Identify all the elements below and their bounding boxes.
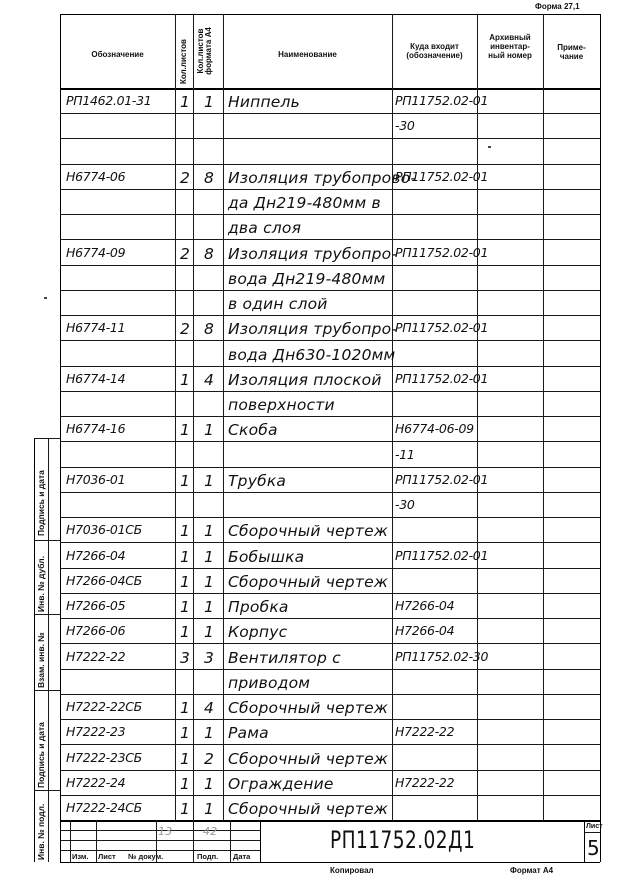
cell-a4: 1	[203, 471, 215, 490]
cell-a4: 1	[203, 623, 215, 642]
cell-a4: 1	[203, 598, 215, 617]
cell-name: Изоляция плоской	[228, 370, 382, 389]
table-row	[60, 138, 600, 163]
cell-a4: 1	[203, 421, 215, 440]
col-sign: Подп.	[197, 852, 219, 861]
cell-name: Сборочный чертеж	[228, 749, 388, 768]
cell-where: Н7266-04	[395, 623, 455, 639]
faint-number-a: 13	[158, 825, 173, 838]
side-replace-inv: Взам. инв. №	[36, 632, 46, 688]
cell-where: Н7266-04	[395, 598, 455, 614]
cell-name: Бобышка	[228, 547, 305, 566]
cell-designation: Н7222-24	[66, 774, 126, 790]
col-list: Лист	[98, 852, 116, 861]
cell-designation: Н7036-01	[66, 471, 126, 487]
cell-designation: РП1462.01-31	[66, 93, 152, 109]
cell-name: поверхности	[228, 396, 335, 415]
cell-designation: Н7222-24СБ	[66, 800, 142, 815]
side-sign-date-top: Подпись и дата	[36, 470, 46, 536]
cell-sheets: 1	[179, 800, 191, 818]
cell-sheets: 1	[179, 774, 191, 793]
cell-designation: Н7266-05	[66, 598, 126, 614]
cell-a4: 3	[203, 648, 215, 667]
cell-where: -30	[395, 118, 415, 134]
cell-a4: 1	[203, 93, 215, 112]
side-sign-date-bottom: Подпись и дата	[36, 722, 46, 788]
cell-designation: Н6774-09	[66, 244, 126, 260]
cell-name: Изоляция трубопрово-	[228, 168, 417, 187]
cell-sheets: 1	[179, 623, 191, 642]
footer-format: Формат А4	[510, 866, 554, 875]
cell-a4: 1	[203, 547, 215, 566]
cell-sheets: 1	[179, 471, 191, 490]
cell-sheets: 1	[179, 421, 191, 440]
col-date: Дата	[233, 852, 251, 861]
cell-name: Сборочный чертеж	[228, 699, 388, 718]
cell-where: Н6774-06-09	[395, 421, 474, 437]
cell-sheets: 1	[179, 572, 191, 591]
document-code: РП11752.02Д1	[330, 826, 476, 854]
cell-name: Рама	[228, 724, 269, 743]
sheet-label: Лист	[586, 823, 603, 830]
cell-sheets: 1	[179, 598, 191, 617]
cell-where: РП11752.02-01	[395, 547, 489, 563]
side-inv-orig: Инв. № подл.	[36, 803, 46, 860]
cell-where: РП11752.02-01	[395, 93, 489, 109]
cell-a4: 8	[203, 320, 215, 339]
cell-designation: Н6774-14	[66, 370, 126, 386]
cell-designation: Н7222-23СБ	[66, 749, 142, 765]
cell-where: -11	[395, 446, 415, 462]
cell-where: Н7222-22	[395, 724, 455, 740]
cell-name: Сборочный чертеж	[228, 572, 388, 591]
cell-designation: Н6774-16	[66, 421, 126, 437]
cell-sheets: 2	[179, 244, 191, 263]
cell-designation: Н7266-04СБ	[66, 572, 142, 588]
cell-sheets: 3	[179, 648, 191, 667]
cell-designation: Н7266-06	[66, 623, 126, 639]
cell-name: вода Дн219-480мм	[228, 269, 386, 288]
cell-name: приводом	[228, 673, 311, 692]
table-row	[60, 441, 600, 466]
cell-sheets: 1	[179, 522, 191, 541]
faint-number-b: 42	[203, 825, 218, 838]
cell-designation: Н6774-06	[66, 168, 126, 184]
header-name: Наименование	[278, 50, 337, 59]
cell-sheets: 1	[179, 749, 191, 768]
cell-name: вода Дн630-1020мм	[228, 345, 396, 364]
cell-where: -30	[395, 497, 415, 513]
cell-sheets: 2	[179, 320, 191, 339]
header-designation: Обозначение	[91, 50, 144, 59]
cell-name: Изоляция трубопро-	[228, 244, 398, 263]
footer-copied: Копировал	[330, 866, 374, 875]
side-inv-dup: Инв. № дубл.	[36, 555, 46, 612]
cell-sheets: 1	[179, 370, 191, 389]
scan-mark	[44, 297, 47, 299]
table-row	[60, 113, 600, 138]
cell-where: Н7222-22	[395, 774, 455, 790]
cell-a4: 4	[203, 699, 215, 718]
cell-name: Сборочный чертеж	[228, 522, 388, 541]
cell-a4: 1	[203, 522, 215, 541]
cell-designation: Н7222-23	[66, 724, 126, 740]
cell-sheets: 1	[179, 699, 191, 718]
cell-name: Ограждение	[228, 774, 334, 793]
cell-a4: 1	[203, 800, 215, 818]
cell-name: Ниппель	[228, 93, 300, 112]
cell-where: РП11752.02-01	[395, 244, 489, 260]
header-note: Приме- чание	[557, 43, 586, 62]
form-label: Форма 27,1	[535, 2, 580, 11]
cell-designation: Н6774-11	[66, 320, 126, 336]
header-sheets: Кол.листов	[179, 39, 188, 84]
cell-where: РП11752.02-01	[395, 320, 489, 336]
cell-a4: 1	[203, 774, 215, 793]
cell-name: Пробка	[228, 598, 289, 617]
sheet-number: 5	[587, 836, 600, 860]
header-archive: Архивный инвентар- ный номер	[488, 33, 532, 61]
cell-designation: Н7222-22СБ	[66, 699, 142, 715]
cell-designation: Н7266-04	[66, 547, 126, 563]
cell-name: Корпус	[228, 623, 288, 642]
cell-designation: Н7222-22	[66, 648, 126, 664]
cell-a4: 1	[203, 572, 215, 591]
cell-a4: 8	[203, 168, 215, 187]
cell-sheets: 2	[179, 168, 191, 187]
col-doc: № докум.	[128, 852, 164, 861]
cell-designation: Н7036-01СБ	[66, 522, 142, 538]
scan-mark	[488, 146, 491, 148]
cell-where: РП11752.02-01	[395, 370, 489, 386]
cell-sheets: 1	[179, 93, 191, 112]
header-a4: Кол.листов формата А4	[196, 27, 214, 75]
cell-name: Сборочный чертеж	[228, 800, 388, 818]
cell-name: два слоя	[228, 219, 302, 238]
cell-sheets: 1	[179, 547, 191, 566]
cell-name: Скоба	[228, 421, 278, 440]
cell-where: РП11752.02-30	[395, 648, 489, 664]
cell-where: РП11752.02-01	[395, 168, 489, 184]
cell-name: Трубка	[228, 471, 287, 490]
table-row	[60, 492, 600, 517]
cell-sheets: 1	[179, 724, 191, 743]
cell-name: в один слой	[228, 295, 328, 314]
cell-name: Изоляция трубопро-	[228, 320, 398, 339]
col-izm: Изм.	[72, 852, 89, 861]
cell-a4: 2	[203, 749, 215, 768]
cell-name: да Дн219-480мм в	[228, 194, 381, 213]
cell-where: РП11752.02-01	[395, 471, 489, 487]
cell-name: Вентилятор с	[228, 648, 341, 667]
cell-a4: 4	[203, 370, 215, 389]
cell-a4: 8	[203, 244, 215, 263]
header-where: Куда входит (обозначение)	[406, 42, 463, 61]
cell-a4: 1	[203, 724, 215, 743]
